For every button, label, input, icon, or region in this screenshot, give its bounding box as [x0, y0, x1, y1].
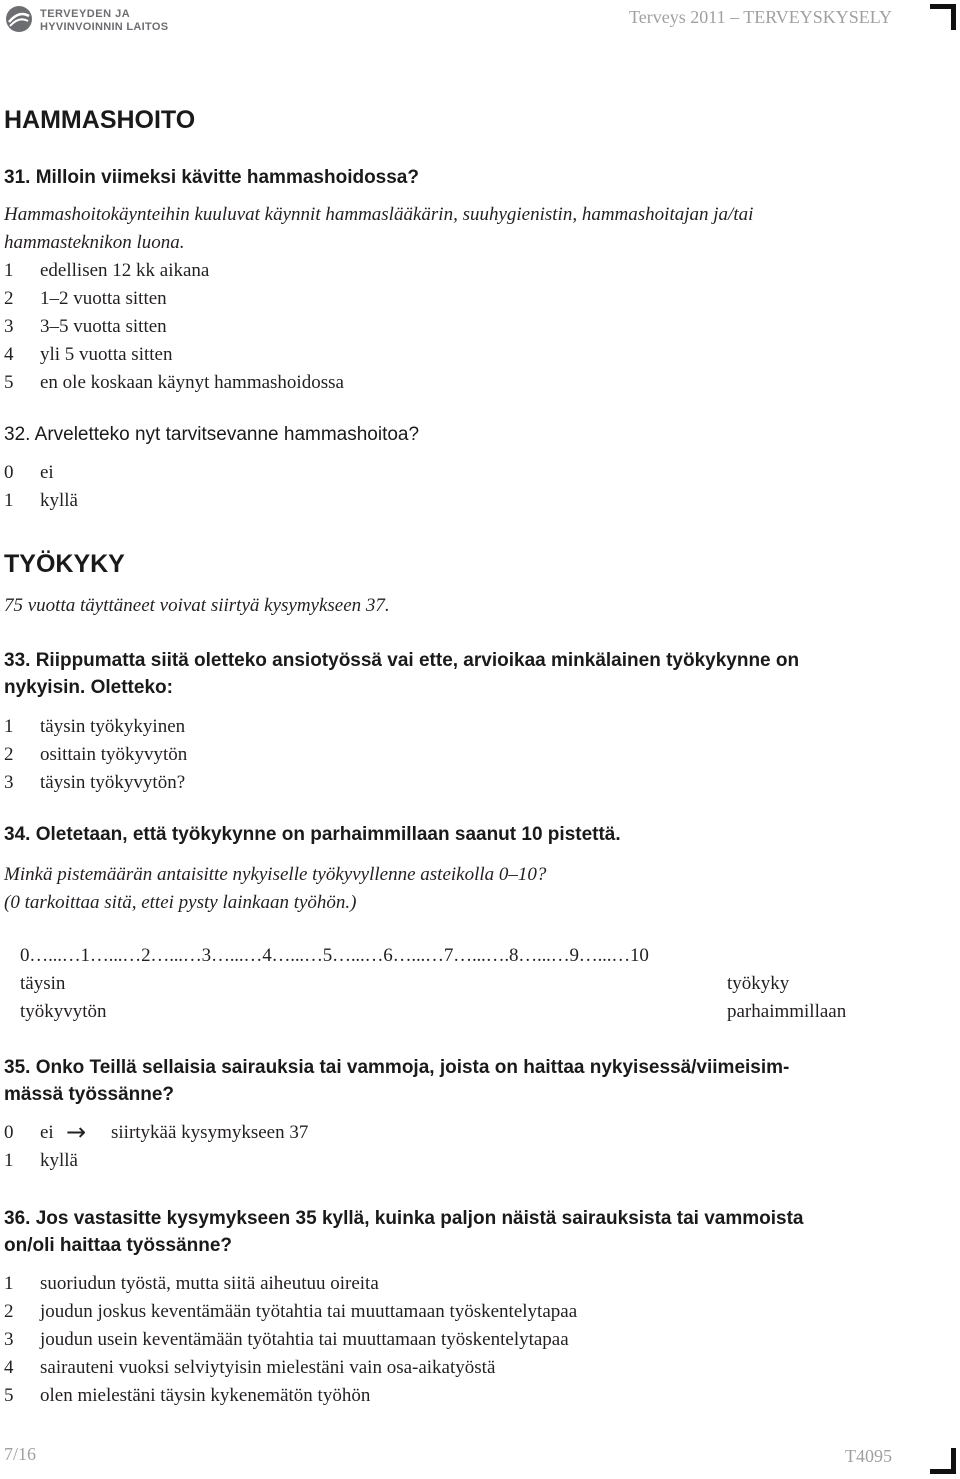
question-36-title-line2: on/oli haittaa työssänne?: [4, 1235, 233, 1256]
form-code: T4095: [845, 1446, 892, 1466]
option-number: 3: [4, 316, 14, 337]
option-label: joudun joskus keventämään työtahtia tai muuttamaan työskentelytapaa: [40, 1301, 578, 1322]
question-33-title-line2: nykyisin. Oletteko:: [4, 677, 173, 698]
option-label: olen mielestäni täysin kykenemätön työhön: [40, 1385, 371, 1406]
question-31-title: 31. Milloin viimeksi kävitte hammashoidossa?: [4, 167, 419, 188]
crop-mark-bottom-h: [930, 1469, 956, 1474]
option-number: 5: [4, 372, 14, 393]
question-31-note-line1: Hammashoitokäynteihin kuuluvat käynnit hammaslääkärin, suuhygienistin, hammashoitajan ja/tai: [4, 204, 754, 225]
option-number: 2: [4, 288, 14, 309]
option-label: täysin työkyvytön?: [40, 772, 186, 793]
option-label: kyllä: [40, 490, 78, 511]
option-number: 2: [4, 744, 14, 765]
option-number: 1: [4, 260, 14, 281]
question-34-note-line2: (0 tarkoittaa sitä, ettei pysty lainkaan työhön.): [4, 892, 357, 913]
option-label: ei: [40, 462, 54, 483]
score-scale: 0…...…1…...…2…...…3…...…4…...…5…...…6…...…7…...….8…...…9…...…10: [20, 945, 649, 966]
question-33-title-line1: 33. Riippumatta siitä oletteko ansiotyössä vai ette, arvioikaa minkälainen työkykynne on: [4, 650, 800, 671]
crop-mark-top-v: [951, 4, 956, 30]
option-number: 3: [4, 1329, 14, 1350]
option-label: sairauteni vuoksi selviytyisin mielestäni vain osa-aikatyöstä: [40, 1357, 496, 1378]
question-36-title-line1: 36. Jos vastasitte kysymykseen 35 kyllä, kuinka paljon näistä sairauksista tai vammoista: [4, 1208, 804, 1229]
option-label: 3–5 vuotta sitten: [40, 316, 167, 337]
question-34-note-line1: Minkä pistemäärän antaisitte nykyiselle työkyvyllenne asteikolla 0–10?: [4, 864, 547, 885]
scale-right-label-1: työkyky: [727, 973, 790, 994]
option-label: joudun usein keventämään työtahtia tai muuttamaan työskentelytapaa: [40, 1329, 569, 1350]
logo-emblem-icon: [4, 4, 34, 34]
option-number: 4: [4, 344, 14, 365]
section-title-dental: HAMMASHOITO: [4, 106, 196, 134]
section-title-workability: TYÖKYKY: [4, 550, 125, 578]
option-label: 1–2 vuotta sitten: [40, 288, 167, 309]
scale-left-label-1: täysin: [20, 973, 66, 994]
option-label: osittain työkyvytön: [40, 744, 188, 765]
thl-logo: [4, 4, 184, 36]
option-number: 0: [4, 1122, 14, 1143]
option-label: kyllä: [40, 1150, 78, 1171]
option-label: en ole koskaan käynyt hammashoidossa: [40, 372, 344, 393]
option-number: 1: [4, 716, 14, 737]
skip-instruction: siirtykää kysymykseen 37: [111, 1122, 309, 1143]
skip-arrow-icon: →: [66, 1118, 87, 1146]
question-31-note-line2: hammasteknikon luona.: [4, 232, 185, 253]
question-34-title: 34. Oletetaan, että työkykynne on parhaimmillaan saanut 10 pistettä.: [4, 824, 621, 845]
option-number: 1: [4, 1150, 14, 1171]
scale-left-label-2: työkyvytön: [20, 1001, 107, 1022]
option-number: 3: [4, 772, 14, 793]
option-number: 0: [4, 462, 14, 483]
option-number: 1: [4, 490, 14, 511]
option-number: 4: [4, 1357, 14, 1378]
page-number: 7/16: [4, 1444, 37, 1464]
logo-text-line2: HYVINVOINNIN LAITOS: [40, 21, 169, 33]
option-number: 5: [4, 1385, 14, 1406]
question-35-title-line2: mässä työssänne?: [4, 1084, 175, 1105]
option-label: täysin työkykyinen: [40, 716, 186, 737]
question-32-title: 32. Arveletteko nyt tarvitsevanne hammashoitoa?: [4, 424, 420, 445]
logo-text-line1: TERVEYDEN JA: [40, 8, 131, 20]
option-label: edellisen 12 kk aikana: [40, 260, 210, 281]
skip-note: 75 vuotta täyttäneet voivat siirtyä kysymykseen 37.: [4, 595, 390, 616]
question-35-title-line1: 35. Onko Teillä sellaisia sairauksia tai vammoja, joista on haittaa nykyisessä/viimeisim-: [4, 1057, 790, 1078]
option-label: ei: [40, 1122, 54, 1143]
option-number: 2: [4, 1301, 14, 1322]
option-label: yli 5 vuotta sitten: [40, 344, 173, 365]
option-label: suoriudun työstä, mutta siitä aiheutuu oireita: [40, 1273, 379, 1294]
scale-right-label-2: parhaimmillaan: [727, 1001, 847, 1022]
option-number: 1: [4, 1273, 14, 1294]
survey-title: Terveys 2011 – TERVEYSKYSELY: [629, 7, 892, 27]
